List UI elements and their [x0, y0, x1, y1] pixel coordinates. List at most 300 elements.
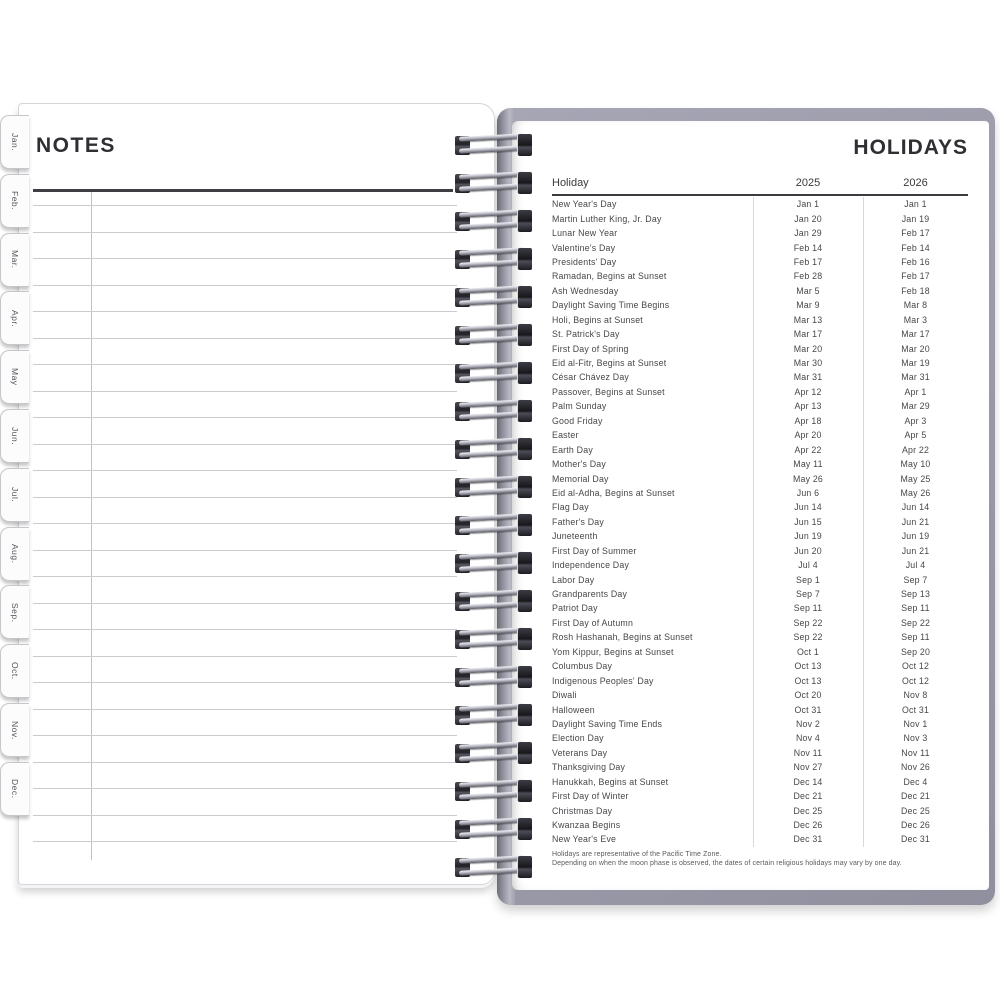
note-line — [33, 841, 457, 842]
holiday-row — [552, 370, 968, 384]
date-2025: Mar 13 — [793, 314, 823, 325]
holiday-name: Easter — [552, 430, 579, 441]
month-tab-label: May — [10, 368, 20, 386]
holiday-name: Christmas Day — [552, 805, 613, 816]
date-2025: Oct 31 — [794, 704, 822, 715]
date-2025: Dec 26 — [793, 820, 823, 831]
column-header-2026: 2026 — [903, 177, 928, 189]
holiday-row — [552, 356, 968, 370]
month-tab-nov — [0, 703, 29, 757]
notes-margin-line — [91, 192, 92, 860]
holiday-row — [552, 601, 968, 615]
month-tab-label: Jun. — [10, 426, 20, 446]
date-2025: May 26 — [792, 473, 824, 484]
date-2025: Feb 17 — [793, 256, 823, 267]
holiday-row — [552, 529, 968, 543]
spiral-coil — [454, 322, 532, 349]
holiday-name: Thanksgiving Day — [552, 762, 626, 773]
spiral-coil — [454, 284, 532, 311]
date-2025: Mar 31 — [793, 372, 823, 383]
holiday-row — [552, 803, 968, 817]
holiday-row — [552, 284, 968, 298]
date-2025: Jun 20 — [794, 545, 822, 556]
holiday-name: Flag Day — [552, 502, 589, 513]
holiday-name: Yom Kippur, Begins at Sunset — [552, 646, 674, 657]
coil-wire — [459, 513, 525, 521]
holiday-row — [552, 269, 968, 283]
holiday-row — [552, 818, 968, 832]
holiday-name: First Day of Summer — [552, 545, 637, 556]
holiday-name: Eid al-Adha, Begins at Sunset — [552, 487, 675, 498]
date-2025: Jan 1 — [796, 199, 820, 210]
coil-wire — [459, 551, 525, 559]
date-2025: Oct 1 — [796, 646, 820, 657]
date-2026: Sep 7 — [903, 574, 928, 585]
date-2025: May 11 — [793, 459, 823, 470]
date-2026: Sep 22 — [900, 617, 931, 628]
date-2026: Dec 21 — [900, 791, 931, 802]
coil-right-end — [518, 742, 532, 764]
spiral-coil — [454, 588, 532, 615]
holiday-row — [552, 775, 968, 789]
holiday-row — [552, 240, 968, 254]
date-2026: Dec 26 — [900, 820, 931, 831]
holiday-table-header — [552, 177, 968, 193]
notes-page — [18, 103, 495, 885]
note-line — [33, 338, 457, 339]
holiday-row — [552, 702, 968, 716]
date-2026: Jul 4 — [905, 560, 926, 571]
holiday-name: New Year's Day — [552, 199, 617, 210]
holidays-page-title: HOLIDAYS — [853, 136, 968, 159]
holiday-name: Daylight Saving Time Begins — [552, 300, 670, 311]
holiday-table-body — [552, 197, 968, 847]
date-2026: May 26 — [900, 487, 931, 498]
holiday-name: Earth Day — [552, 444, 593, 455]
holiday-name: Father's Day — [552, 516, 604, 527]
holiday-row — [552, 255, 968, 269]
coil-right-end — [518, 134, 532, 156]
holiday-row — [552, 442, 968, 456]
holiday-row — [552, 673, 968, 687]
table-header-rule — [552, 194, 968, 196]
date-2026: Oct 12 — [901, 661, 930, 672]
holiday-row — [552, 486, 968, 500]
holiday-row — [552, 226, 968, 240]
spiral-coil — [454, 664, 532, 691]
date-2026: Mar 3 — [903, 314, 928, 325]
holiday-name: Rosh Hashanah, Begins at Sunset — [552, 632, 693, 643]
note-line — [33, 417, 457, 418]
note-line — [33, 205, 457, 206]
date-2026: Jun 14 — [901, 502, 930, 513]
date-2026: Nov 3 — [903, 733, 928, 744]
coil-right-end — [518, 628, 532, 650]
date-2026: Jan 1 — [904, 199, 927, 210]
date-2026: May 10 — [900, 459, 931, 470]
holiday-name: Passover, Begins at Sunset — [552, 386, 665, 397]
coil-wire — [459, 475, 525, 483]
coil-wire — [459, 665, 525, 673]
coil-wire — [459, 285, 525, 293]
coil-right-end — [518, 552, 532, 574]
date-2026: Feb 14 — [901, 242, 930, 253]
coil-right-end — [518, 362, 532, 384]
coil-right-end — [518, 210, 532, 232]
date-2025: Nov 4 — [796, 733, 820, 744]
month-tab-sep — [0, 585, 29, 639]
month-tab-label: Feb. — [10, 191, 20, 211]
holiday-name: Columbus Day — [552, 661, 613, 672]
note-line — [33, 311, 457, 312]
spiral-coil — [454, 816, 532, 843]
date-2026: Mar 20 — [901, 343, 930, 354]
date-2025: Mar 17 — [793, 329, 823, 340]
date-2025: Mar 20 — [793, 343, 823, 354]
holiday-name: Valentine's Day — [552, 242, 616, 253]
note-line — [33, 550, 457, 551]
spiral-coil — [454, 360, 532, 387]
holiday-name: Grandparents Day — [552, 589, 628, 600]
holiday-name: Election Day — [552, 733, 604, 744]
date-2026: Nov 8 — [903, 690, 928, 701]
date-2025: Dec 21 — [793, 791, 823, 802]
coil-wire — [459, 589, 525, 597]
month-tab-label: Nov. — [10, 720, 20, 740]
coil-wire — [459, 779, 525, 787]
date-2026: Sep 13 — [900, 589, 931, 600]
holiday-row — [552, 587, 968, 601]
date-2025: Jun 15 — [794, 516, 822, 527]
holiday-row — [552, 414, 968, 428]
date-2026: Apr 1 — [904, 386, 927, 397]
coil-right-end — [518, 286, 532, 308]
month-tab-jun — [0, 409, 29, 463]
holiday-row — [552, 789, 968, 803]
month-tab-label: Sep. — [10, 602, 20, 623]
month-tab-label: Mar. — [10, 250, 20, 269]
note-line — [33, 364, 457, 365]
note-line — [33, 258, 457, 259]
date-2026: Mar 17 — [901, 329, 930, 340]
note-line — [33, 232, 457, 233]
spiral-coil — [454, 398, 532, 425]
holiday-name: Halloween — [552, 704, 595, 715]
holiday-row — [552, 197, 968, 211]
spiral-coil — [454, 740, 532, 767]
date-2026: Feb 17 — [901, 271, 930, 282]
holiday-name: Ramadan, Begins at Sunset — [552, 271, 667, 282]
note-line — [33, 656, 457, 657]
date-2026: Nov 26 — [900, 762, 931, 773]
footnote-moon-phase: Depending on when the moon phase is observed, the dates of certain religious holidays may vary by one day. — [552, 860, 902, 867]
holiday-row — [552, 428, 968, 442]
coil-wire — [459, 361, 525, 369]
holiday-name: St. Patrick's Day — [552, 329, 620, 340]
holiday-name: Mother's Day — [552, 459, 606, 470]
coil-wire — [459, 399, 525, 407]
column-header-2025: 2025 — [795, 177, 821, 189]
date-2025: Oct 20 — [794, 690, 822, 701]
column-header-holiday: Holiday — [552, 177, 589, 189]
holiday-name: Martin Luther King, Jr. Day — [552, 213, 662, 224]
date-2025: Apr 20 — [794, 430, 822, 441]
holiday-row — [552, 717, 968, 731]
date-2025: Apr 22 — [794, 444, 822, 455]
date-2025: Jan 29 — [794, 228, 822, 239]
date-2025: Sep 11 — [793, 603, 823, 614]
month-tab-label: Dec. — [10, 779, 20, 799]
note-line — [33, 629, 457, 630]
coil-right-end — [518, 400, 532, 422]
holiday-row — [552, 500, 968, 514]
spiral-coil — [454, 702, 532, 729]
coil-right-end — [518, 666, 532, 688]
spiral-coil — [454, 778, 532, 805]
date-2025: Nov 11 — [793, 747, 823, 758]
holiday-name: Daylight Saving Time Ends — [552, 718, 663, 729]
date-2025: Mar 5 — [796, 285, 820, 296]
holiday-row — [552, 760, 968, 774]
date-2026: Feb 16 — [901, 256, 930, 267]
holiday-name: Palm Sunday — [552, 401, 607, 412]
note-line — [33, 391, 457, 392]
month-tab-label: Jan. — [10, 132, 20, 152]
date-2026: Jun 19 — [901, 531, 930, 542]
footnotes — [552, 850, 972, 868]
date-2026: Apr 22 — [901, 444, 930, 455]
coil-right-end — [518, 704, 532, 726]
month-tab-jan — [0, 115, 29, 169]
month-tab-mar — [0, 233, 29, 287]
spiral-coil — [454, 474, 532, 501]
month-tab-label: Oct. — [10, 662, 20, 680]
holiday-row — [552, 645, 968, 659]
date-2025: Feb 14 — [793, 242, 823, 253]
month-tab-oct — [0, 644, 29, 698]
coil-right-end — [518, 514, 532, 536]
holiday-name: Hanukkah, Begins at Sunset — [552, 776, 669, 787]
holiday-row — [552, 457, 968, 471]
holiday-name: First Day of Winter — [552, 791, 629, 802]
coil-wire — [459, 437, 525, 445]
holiday-row — [552, 731, 968, 745]
date-2026: Dec 4 — [903, 776, 928, 787]
coil-right-end — [518, 780, 532, 802]
holiday-row — [552, 298, 968, 312]
date-2025: Feb 28 — [793, 271, 823, 282]
holiday-name: Labor Day — [552, 574, 595, 585]
month-tab-label: Jul. — [10, 487, 20, 503]
date-2025: Oct 13 — [794, 675, 822, 686]
note-line — [33, 285, 457, 286]
note-line — [33, 815, 457, 816]
date-2025: Oct 13 — [794, 661, 822, 672]
date-2025: Mar 30 — [793, 358, 823, 369]
notes-header-rule — [33, 189, 453, 192]
date-2026: May 25 — [900, 473, 931, 484]
coil-wire — [459, 247, 525, 255]
holiday-row — [552, 471, 968, 485]
coil-wire — [459, 627, 525, 635]
note-line — [33, 682, 457, 683]
coil-right-end — [518, 172, 532, 194]
holiday-name: Presidents' Day — [552, 256, 617, 267]
footnote-timezone: Holidays are representative of the Pacific Time Zone. — [552, 851, 722, 858]
month-tab-label: Apr. — [10, 309, 20, 327]
note-line — [33, 497, 457, 498]
spiral-coil — [454, 170, 532, 197]
date-2026: Jan 19 — [901, 213, 930, 224]
date-2026: Sep 11 — [901, 603, 930, 614]
holiday-name: Indigenous Peoples' Day — [552, 675, 654, 686]
coil-wire — [459, 171, 525, 179]
holiday-name: César Chávez Day — [552, 372, 630, 383]
date-2025: Dec 14 — [793, 776, 823, 787]
holiday-row — [552, 399, 968, 413]
holiday-row — [552, 616, 968, 630]
date-2026: Sep 20 — [900, 646, 931, 657]
date-2026: Oct 31 — [901, 704, 930, 715]
coil-wire — [459, 855, 525, 863]
month-tab-dec — [0, 762, 29, 816]
note-line — [33, 709, 457, 710]
date-2026: Mar 29 — [901, 401, 930, 412]
date-2025: Jun 14 — [794, 502, 822, 513]
date-2026: Mar 19 — [901, 358, 930, 369]
holiday-row — [552, 659, 968, 673]
month-tab-apr — [0, 291, 29, 345]
spiral-coil — [454, 132, 532, 159]
date-2026: Jun 21 — [901, 516, 930, 527]
holiday-name: Eid al-Fitr, Begins at Sunset — [552, 358, 667, 369]
date-2025: Apr 18 — [794, 415, 822, 426]
month-tab-jul — [0, 468, 29, 522]
coil-right-end — [518, 438, 532, 460]
note-line — [33, 788, 457, 789]
holiday-row — [552, 515, 968, 529]
date-2025: Jan 20 — [794, 213, 822, 224]
spiral-coil — [454, 550, 532, 577]
holidays-page — [512, 121, 989, 890]
coil-right-end — [518, 856, 532, 878]
date-2025: Sep 22 — [793, 617, 823, 628]
spiral-coil — [454, 208, 532, 235]
date-2025: Mar 9 — [796, 300, 820, 311]
holiday-name: Good Friday — [552, 415, 603, 426]
date-2025: Sep 7 — [796, 589, 820, 600]
spiral-coil — [454, 512, 532, 539]
month-tab-may — [0, 350, 29, 404]
coil-right-end — [518, 590, 532, 612]
coil-right-end — [518, 248, 532, 270]
note-line — [33, 444, 457, 445]
date-2026: Mar 8 — [903, 300, 928, 311]
holiday-name: Lunar New Year — [552, 228, 618, 239]
date-2025: Jun 19 — [794, 531, 822, 542]
holiday-name: New Year's Eve — [552, 834, 617, 845]
holiday-row — [552, 832, 968, 846]
note-line — [33, 735, 457, 736]
holiday-name: Ash Wednesday — [552, 285, 619, 296]
coil-wire — [459, 703, 525, 711]
spiral-coil — [454, 436, 532, 463]
date-2025: Apr 13 — [794, 401, 822, 412]
month-tab-label: Aug. — [10, 543, 20, 564]
note-line — [33, 523, 457, 524]
date-2025: Sep 22 — [793, 632, 823, 643]
coil-wire — [459, 817, 525, 825]
date-2026: Mar 31 — [901, 372, 930, 383]
holiday-name: Kwanzaa Begins — [552, 820, 621, 831]
date-2026: Oct 12 — [901, 675, 930, 686]
holiday-row — [552, 327, 968, 341]
note-line — [33, 603, 457, 604]
date-2026: Nov 11 — [901, 747, 930, 758]
holiday-row — [552, 544, 968, 558]
holiday-name: Patriot Day — [552, 603, 598, 614]
date-2025: Nov 2 — [796, 718, 820, 729]
holiday-name: Independence Day — [552, 560, 630, 571]
date-2025: Jun 6 — [796, 487, 820, 498]
month-tab-aug — [0, 527, 29, 581]
note-line — [33, 470, 457, 471]
date-2026: Dec 25 — [900, 805, 931, 816]
coil-right-end — [518, 324, 532, 346]
date-2026: Feb 17 — [901, 228, 930, 239]
coil-wire — [459, 209, 525, 217]
date-2026: Jun 21 — [901, 545, 930, 556]
note-line — [33, 576, 457, 577]
date-2026: Apr 5 — [904, 430, 927, 441]
date-2025: Jul 4 — [798, 560, 818, 571]
date-2025: Apr 12 — [794, 386, 822, 397]
holiday-name: Memorial Day — [552, 473, 609, 484]
month-tab-feb — [0, 174, 29, 228]
holiday-name: First Day of Spring — [552, 343, 629, 354]
holiday-name: Veterans Day — [552, 747, 608, 758]
holiday-name: Holi, Begins at Sunset — [552, 314, 643, 325]
date-2026: Sep 11 — [901, 632, 930, 643]
coil-wire — [459, 133, 525, 141]
notes-page-title: NOTES — [36, 134, 116, 157]
spiral-coil — [454, 246, 532, 273]
holiday-row — [552, 211, 968, 225]
coil-wire — [459, 323, 525, 331]
coil-wire — [459, 741, 525, 749]
coil-right-end — [518, 818, 532, 840]
holiday-name: Juneteenth — [552, 531, 598, 542]
date-2026: Nov 1 — [903, 718, 928, 729]
date-2026: Apr 3 — [904, 415, 927, 426]
date-2025: Nov 27 — [793, 762, 823, 773]
holiday-row — [552, 341, 968, 355]
date-2025: Dec 31 — [793, 834, 823, 845]
holiday-row — [552, 572, 968, 586]
holiday-row — [552, 558, 968, 572]
note-line — [33, 762, 457, 763]
spiral-coil — [454, 854, 532, 881]
date-2026: Dec 31 — [900, 834, 931, 845]
spiral-coil — [454, 626, 532, 653]
holiday-name: First Day of Autumn — [552, 617, 634, 628]
holiday-row — [552, 385, 968, 399]
holiday-row — [552, 313, 968, 327]
date-2025: Sep 1 — [796, 574, 820, 585]
date-2025: Dec 25 — [793, 805, 823, 816]
holiday-row — [552, 688, 968, 702]
coil-right-end — [518, 476, 532, 498]
